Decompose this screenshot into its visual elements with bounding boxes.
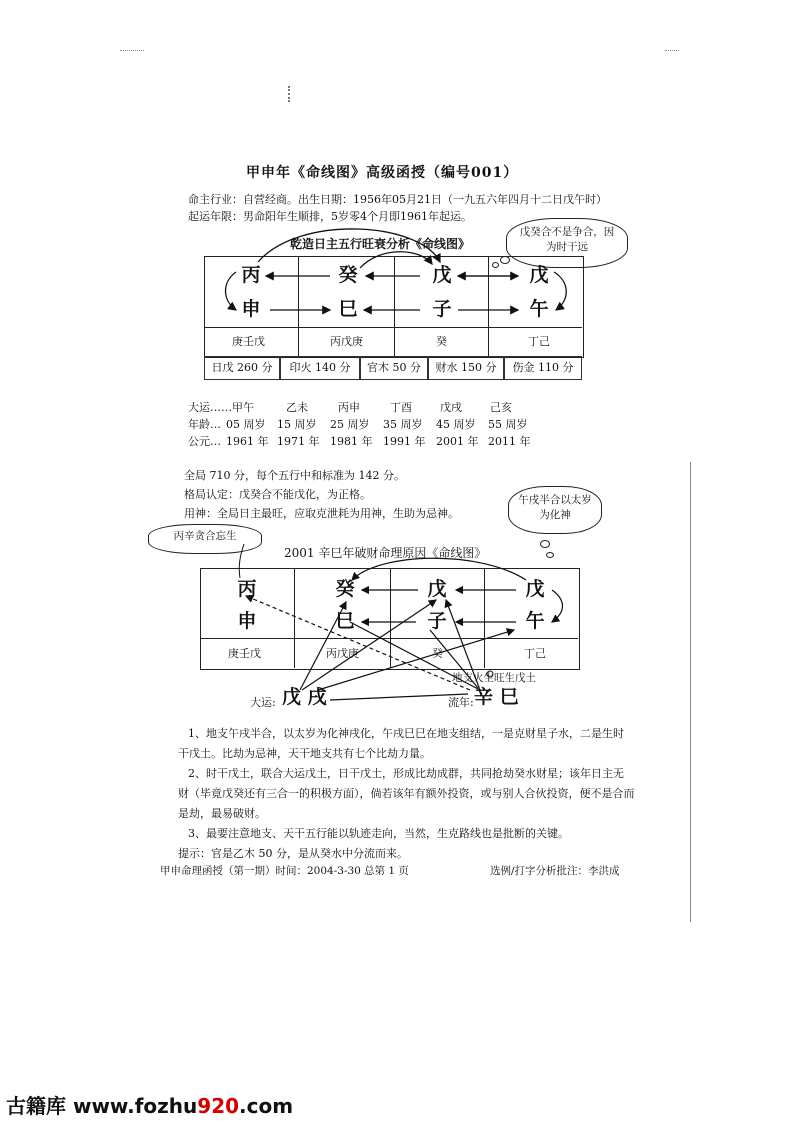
chart1-hidden: 丙戊庚 xyxy=(330,335,363,348)
doc-footer-right: 选例/打字分析批注：李洪成 xyxy=(490,865,620,877)
chart2-bubble-right: 午戌半合以太岁为化神 xyxy=(508,486,602,534)
chart1-stem: 戊 xyxy=(432,264,452,286)
body-paragraph: 2、时干戊土，联合大运戊土，日干戊土，形成比劫成群，共同抢劫癸水财星；该年日主无 xyxy=(188,767,624,780)
dayun-item: 甲午 xyxy=(232,401,254,414)
year-label: 公元… xyxy=(188,435,221,448)
chart2-stem: 癸 xyxy=(335,578,355,600)
age-item: 35 周岁 xyxy=(383,418,423,431)
watermark-cn: 古籍库 xyxy=(6,1094,66,1118)
chart2-stem: 戊 xyxy=(525,578,545,600)
body-paragraph: 是劫，最易破财。 xyxy=(178,807,266,820)
age-item: 05 周岁 xyxy=(226,418,266,431)
analysis-line: 格局认定：戊癸合不能戊化，为正格。 xyxy=(184,488,371,501)
chart2-stem: 戊 xyxy=(427,578,447,600)
age-label: 年龄… xyxy=(188,418,221,431)
body-paragraph: 干戊土。比劫为忌神，天干地支共有七个比劫力量。 xyxy=(178,747,431,760)
chart1-hidden: 丁己 xyxy=(528,335,550,348)
chart2-caption: 2001 辛巳年破财命理原因《命线图》 xyxy=(284,546,487,560)
year-item: 1991 年 xyxy=(383,435,426,448)
dayun-item: 戊戌 xyxy=(440,401,462,414)
chart1-thought-bubble: 戊癸合不是争合，因为时干远 xyxy=(506,218,628,268)
chart1-branch: 申 xyxy=(241,298,261,320)
dayun-item: 丙申 xyxy=(338,401,360,414)
body-paragraph: 财（毕竟戊癸还有三合一的积极方面），倘若该年有额外投资，或与别人合伙投资，便不是合而 xyxy=(178,787,635,800)
age-item: 45 周岁 xyxy=(436,418,476,431)
liunian-marker-value: 辛 巳 xyxy=(474,686,519,708)
chart2-stem: 丙 xyxy=(237,578,257,600)
doc-footer-left: 甲申命理函授（第一期）时间：2004-3-30 xyxy=(160,865,361,877)
chart2-hidden: 癸 xyxy=(432,647,443,660)
chart2-branch: 午 xyxy=(525,610,545,632)
chart1-stem: 丙 xyxy=(241,264,261,286)
chart1-stem: 癸 xyxy=(338,264,358,286)
analysis-line: 用神：全局日主最旺，应取克泄耗为用神，生助为忌神。 xyxy=(184,507,459,520)
age-item: 15 周岁 xyxy=(277,418,317,431)
score-text: 官木 50 分 xyxy=(367,361,421,374)
dayun-marker-value: 戊 戌 xyxy=(282,686,327,708)
body-paragraph: 提示：官是乙木 50 分，是从癸水中分流而来。 xyxy=(178,847,408,860)
body-paragraph: 3、最要注意地支、天干五行能以轨迹走向，当然，生克路线也是批断的关键。 xyxy=(188,827,569,840)
watermark-url-num: 920 xyxy=(197,1094,240,1118)
year-item: 1981 年 xyxy=(330,435,373,448)
chart2-branch: 子 xyxy=(427,610,447,632)
year-item: 2001 年 xyxy=(436,435,479,448)
chart2-branch: 申 xyxy=(237,610,257,632)
year-item: 1971 年 xyxy=(277,435,320,448)
chart2-branch: 巳 xyxy=(335,610,355,632)
score-text: 伤金 110 分 xyxy=(512,361,574,374)
dayun-marker-label: 大运: xyxy=(250,696,276,709)
dayun-label: 大运…… xyxy=(188,401,232,414)
age-item: 25 周岁 xyxy=(330,418,370,431)
chart2-hidden: 丁己 xyxy=(524,647,546,660)
chart1-stem: 戊 xyxy=(529,264,549,286)
dayun-item: 丁酉 xyxy=(390,401,412,414)
chart2-note: 地支火生旺生戊土 xyxy=(452,672,536,684)
chart1-hidden: 庚壬戊 xyxy=(232,335,265,348)
score-text: 印火 140 分 xyxy=(289,361,351,374)
chart1-branch: 午 xyxy=(529,298,549,320)
dayun-item: 己亥 xyxy=(490,401,512,414)
header-line-2: 起运年限：男命阳年生顺排，5岁零4个月即1961年起运。 xyxy=(188,210,472,223)
liunian-marker-label: 流年: xyxy=(448,696,474,709)
analysis-line: 全局 710 分，每个五行中和标准为 142 分。 xyxy=(184,469,405,482)
dayun-item: 乙未 xyxy=(286,401,308,414)
year-item: 1961 年 xyxy=(226,435,269,448)
page-title: 甲申年《命线图》高级函授（编号001） xyxy=(246,165,519,181)
header-line-1: 命主行业：自营经商。出生日期：1956年05月21日（一九五六年四月十二日戊午时） xyxy=(188,193,607,206)
chart1-caption: 乾造日主五行旺衰分析《命线图》 xyxy=(290,237,471,251)
chart1-branch: 巳 xyxy=(338,298,358,320)
watermark-url-a: www.fozhu xyxy=(72,1094,198,1118)
chart2-hidden: 丙戊庚 xyxy=(326,647,359,660)
body-paragraph: 1、地支午戌半合，以太岁为化神戌化，午戌巳巳在地支组结，一是克财星子水，二是生时 xyxy=(188,727,624,740)
chart1-branch: 子 xyxy=(432,298,452,320)
watermark-url-b: .com xyxy=(239,1094,294,1118)
score-text: 财水 150 分 xyxy=(435,361,497,374)
chart2-hidden: 庚壬戊 xyxy=(228,647,261,660)
chart2-bubble-left: 丙辛贪合忘生 xyxy=(148,524,262,554)
chart1-hidden: 癸 xyxy=(436,335,447,348)
score-text: 日戊 260 分 xyxy=(211,361,273,374)
site-watermark xyxy=(6,1090,293,1119)
doc-footer-mid: 总第 1 页 xyxy=(364,865,409,877)
age-item: 55 周岁 xyxy=(488,418,528,431)
year-item: 2011 年 xyxy=(488,435,531,448)
